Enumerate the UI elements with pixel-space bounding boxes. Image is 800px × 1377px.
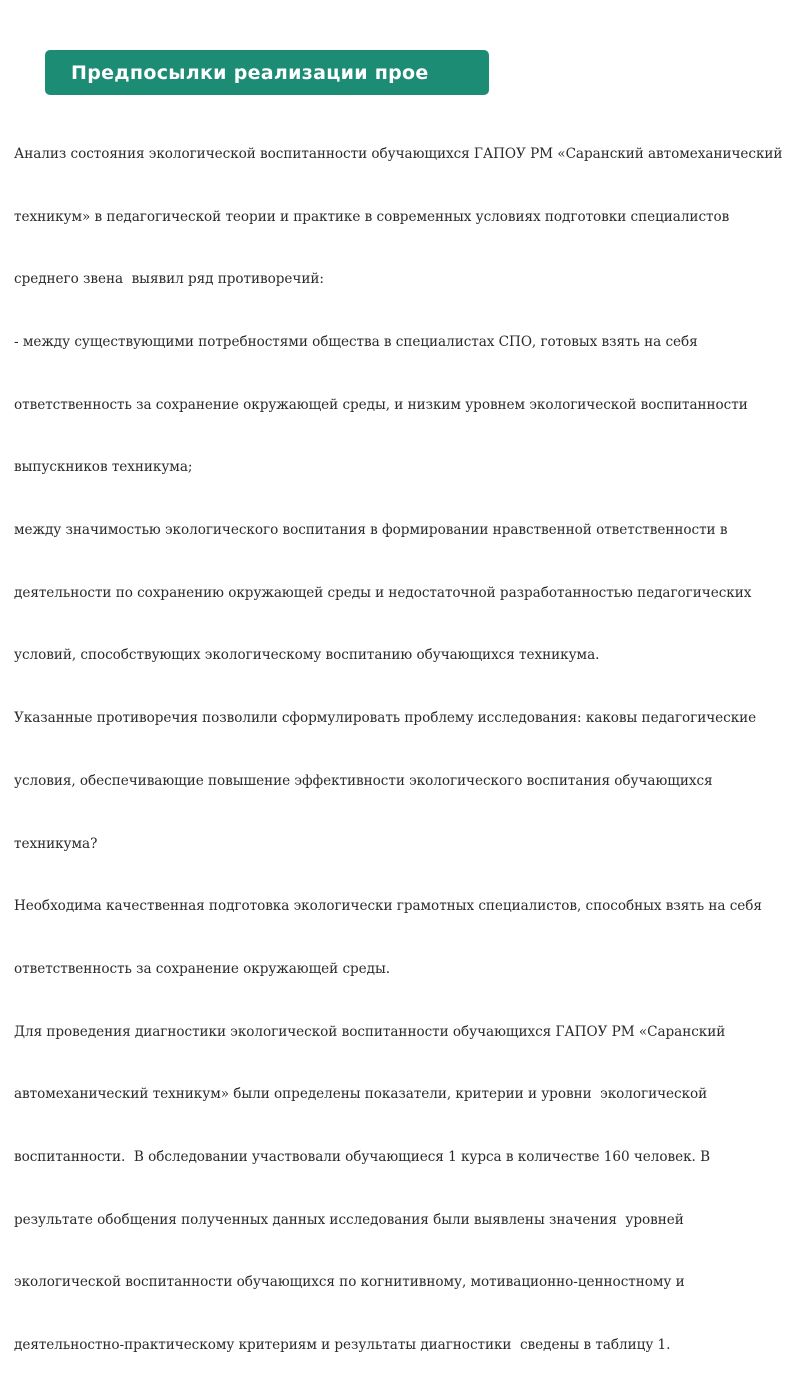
body-line: ответственность за сохранение окружающей среды. bbox=[14, 960, 391, 977]
body-line: Указанные противоречия позволили сформулировать проблему исследования: каковы педагогические bbox=[14, 710, 757, 727]
body-line: деятельностно-практическому критериям и результаты диагностики сведены в таблицу 1. bbox=[14, 1337, 671, 1354]
body-line: Необходима качественная подготовка экологически грамотных специалистов, способных взять на себя bbox=[14, 898, 762, 915]
body-line: техникум» в педагогической теории и практике в современных условиях подготовки специалистов bbox=[14, 208, 730, 225]
slide-body-text bbox=[14, 102, 798, 1377]
body-line: условия, обеспечивающие повышение эффективности экологического воспитания обучающихся bbox=[14, 772, 713, 789]
body-line: между значимостью экологического воспитания в формировании нравственной ответственности в bbox=[14, 522, 728, 539]
slide-title-bar bbox=[45, 50, 489, 95]
body-line: условий, способствующих экологическому воспитанию обучающихся техникума. bbox=[14, 647, 600, 664]
body-line: деятельности по сохранению окружающей среды и недостаточной разработанностью педагогических bbox=[14, 584, 752, 601]
body-line: - между существующими потребностями общества в специалистах СПО, готовых взять на себя bbox=[14, 333, 698, 350]
body-line: ответственность за сохранение окружающей среды, и низким уровнем экологической воспитанности bbox=[14, 396, 748, 413]
slide-title: Предпосылки реализации прое bbox=[71, 62, 429, 84]
body-line: экологической воспитанности обучающихся по когнитивному, мотивационно-ценностному и bbox=[14, 1274, 685, 1291]
body-line: среднего звена выявил ряд противоречий: bbox=[14, 271, 324, 288]
body-line: выпускников техникума; bbox=[14, 459, 193, 476]
body-line: техникума? bbox=[14, 835, 98, 852]
body-line: автомеханический техникум» были определены показатели, критерии и уровни экологической bbox=[14, 1086, 708, 1103]
body-line: Анализ состояния экологической воспитанности обучающихся ГАПОУ РМ «Саранский автомеханический bbox=[14, 145, 783, 162]
body-line: воспитанности. В обследовании участвовали обучающиеся 1 курса в количестве 160 человек. В bbox=[14, 1149, 711, 1166]
body-line: результате обобщения полученных данных исследования были выявлены значения уровней bbox=[14, 1211, 684, 1228]
body-line: Для проведения диагностики экологической воспитанности обучающихся ГАПОУ РМ «Саранский bbox=[14, 1023, 726, 1040]
